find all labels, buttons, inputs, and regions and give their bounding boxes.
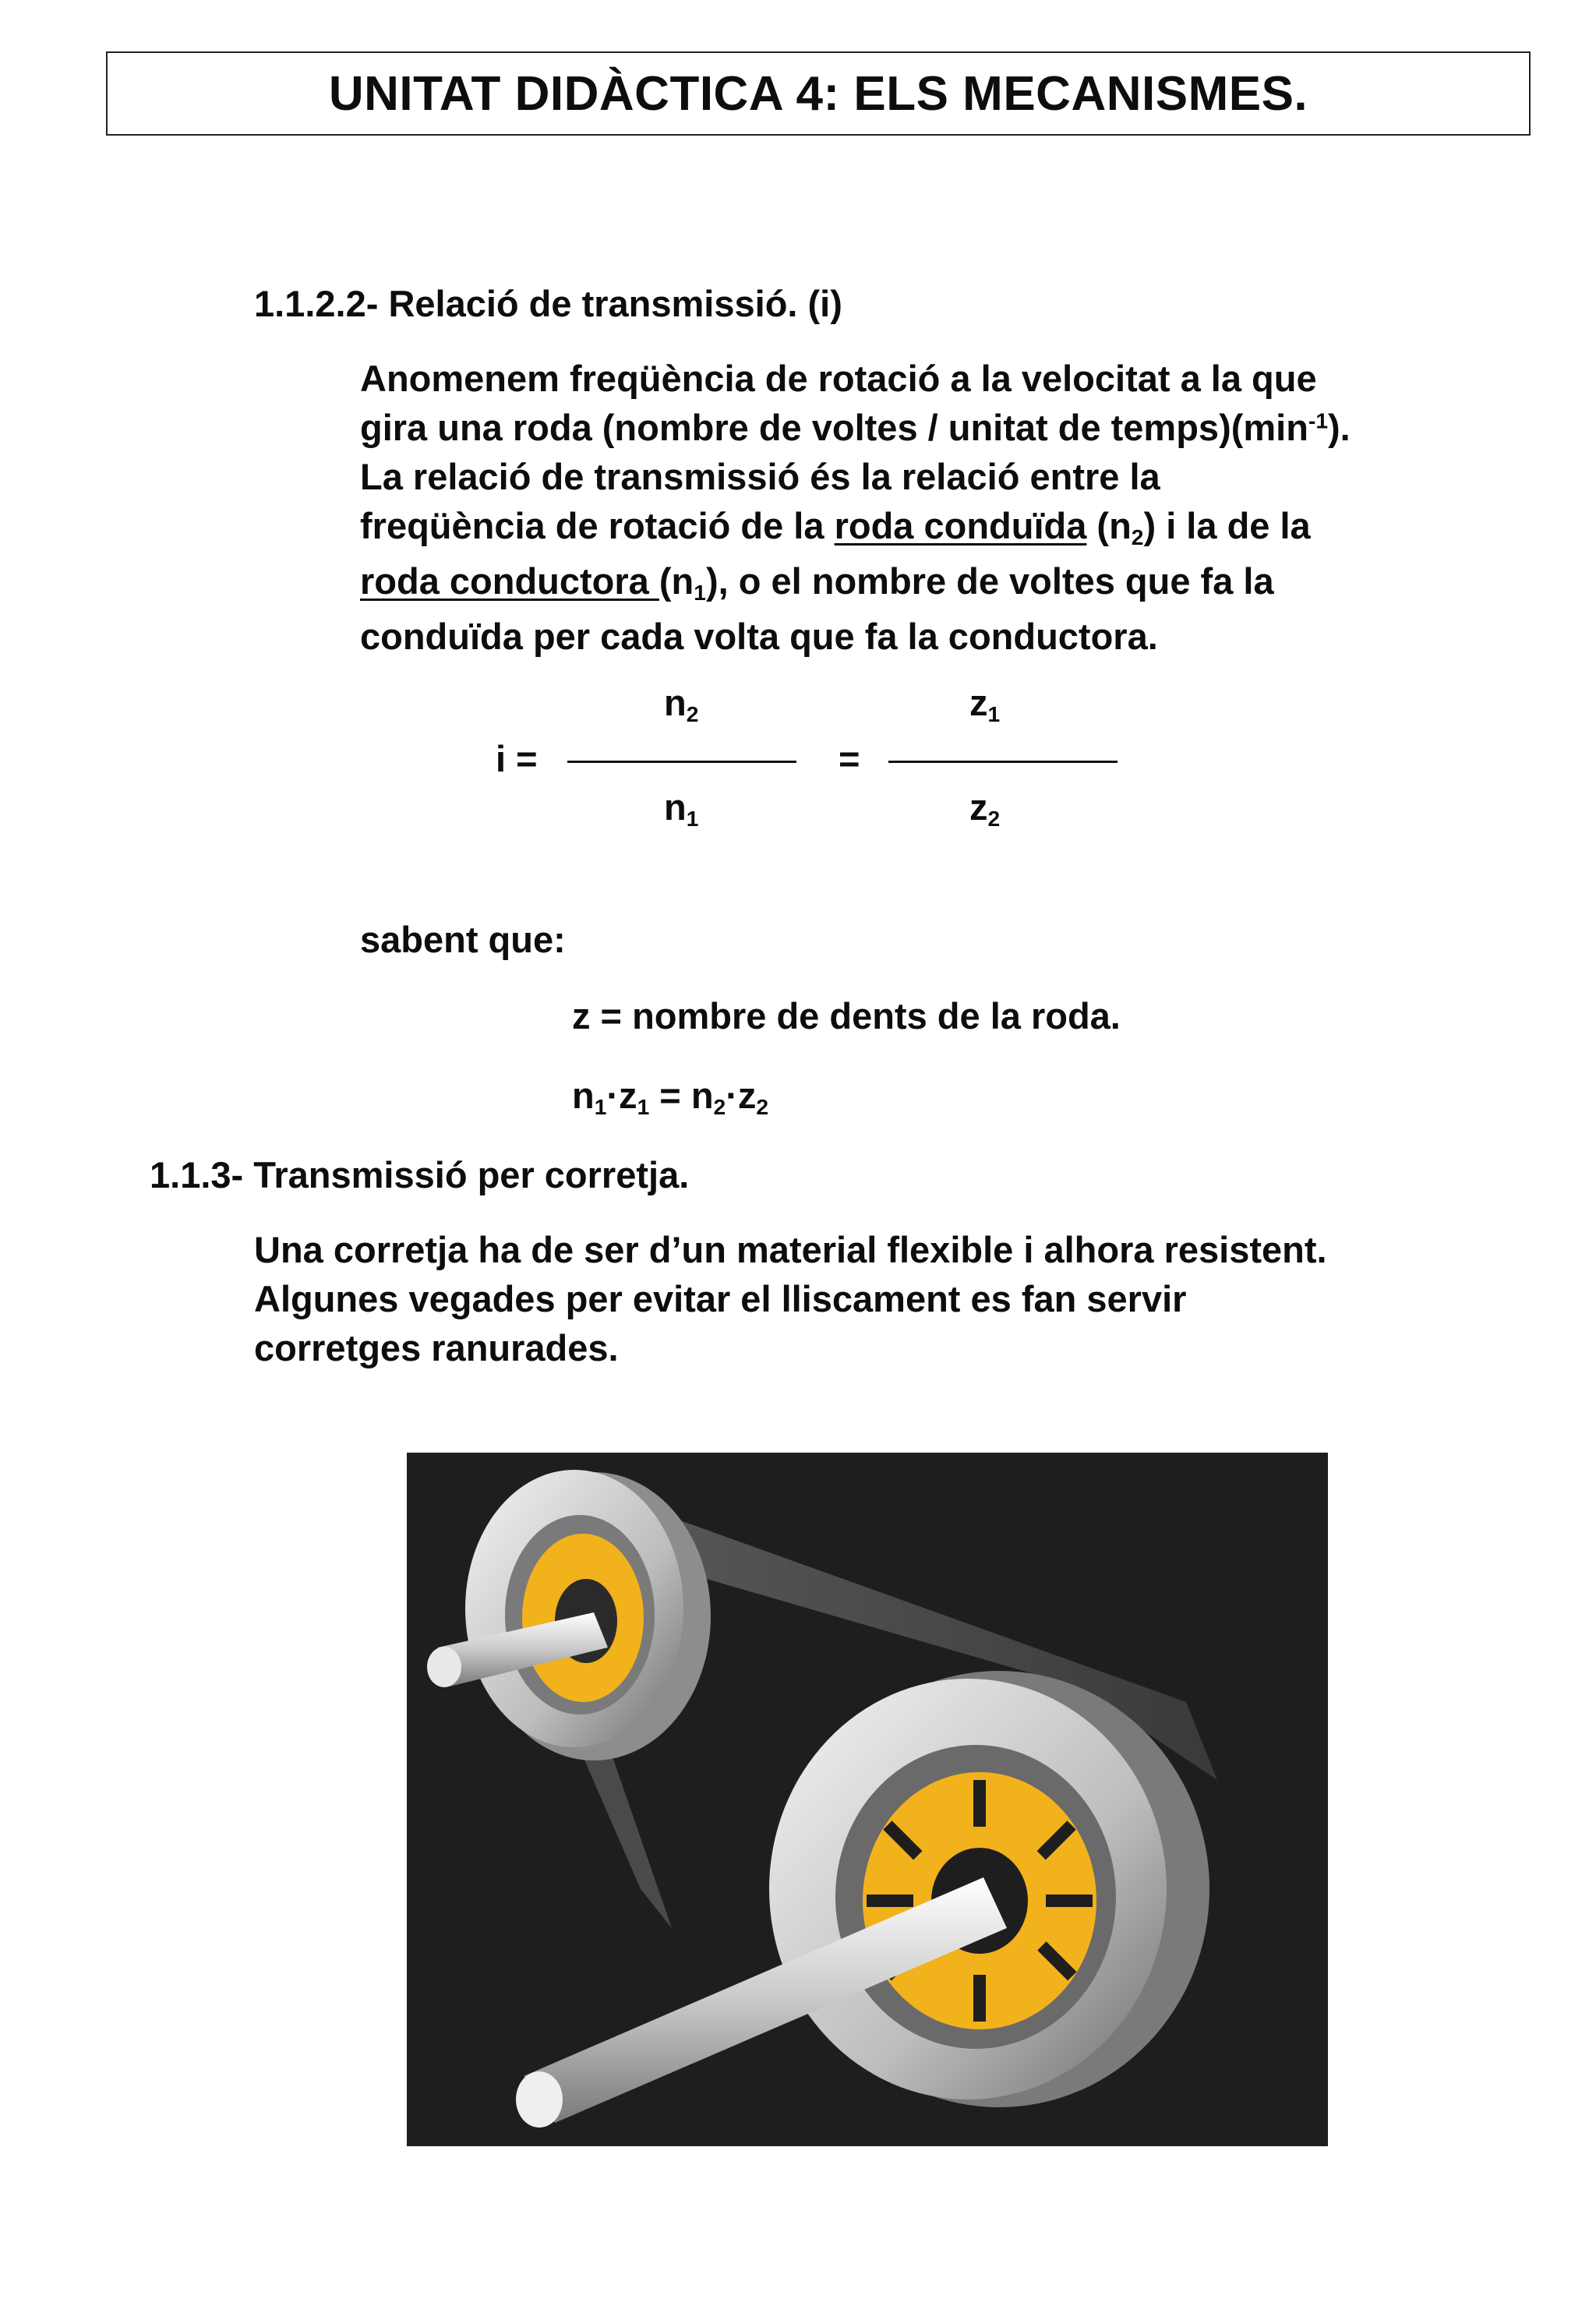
term-driven-wheel: roda conduïda [834, 505, 1087, 546]
fraction-2-numerator [969, 681, 1000, 724]
belt-paragraph [254, 1225, 1327, 1372]
small-pulley [427, 1470, 711, 1760]
text-run: (n [1086, 505, 1132, 546]
definition-z: z = nombre de dents de la roda. [572, 995, 1121, 1036]
text-run: ). [1328, 407, 1351, 448]
section-heading-belt: 1.1.3- Transmissió per corretja. [150, 1154, 690, 1195]
knowing-that-label: sabent que: [360, 919, 566, 960]
para-line-5 [360, 556, 1351, 606]
transmission-ratio-paragraph [360, 354, 1351, 661]
subscript: 1 [594, 1093, 607, 1119]
belt-line-2: Algunes vegades per evitar el lliscament es fan servir [254, 1278, 1187, 1319]
belt-line-3: corretges ranurades. [254, 1327, 619, 1368]
text-run: = n [649, 1075, 714, 1116]
para-line-3 [360, 452, 1351, 501]
text-run: n [572, 1075, 595, 1116]
fraction-2-denominator [969, 786, 1001, 831]
text-run: z [969, 786, 988, 828]
text-run: freqüència de rotació de la [360, 505, 835, 546]
fraction-1-denominator [664, 786, 699, 831]
page-title: UNITAT DIDÀCTICA 4: ELS MECANISMES. [106, 51, 1531, 136]
text-run: ) i la de la [1143, 505, 1311, 546]
para-line-2 [360, 403, 1351, 452]
text-run: conduïda per cada volta que fa la conductora. [360, 616, 1158, 657]
text-run: n [664, 682, 687, 723]
text-run: gira una roda (nombre de voltes / unitat de temps)(min [360, 407, 1308, 448]
subscript: 2 [1131, 524, 1144, 549]
text-run: (n [659, 560, 694, 602]
text-run: z [969, 682, 988, 723]
text-run: ·z [726, 1075, 757, 1116]
fraction-1-numerator [664, 681, 698, 724]
text-run: La relació de transmissió és la relació entre la [360, 456, 1160, 497]
subscript: 2 [756, 1093, 769, 1119]
belt-line-1: Una corretja ha de ser d’un material flexible i alhora resistent. [254, 1229, 1327, 1270]
subscript: 2 [713, 1093, 726, 1119]
fraction-bar-2 [888, 761, 1118, 763]
subscript: 1 [637, 1093, 650, 1119]
section-heading-transmission-ratio: 1.1.2.2- Relació de transmissió. (i) [254, 283, 842, 324]
belt-pulley-drawing [407, 1453, 1328, 2146]
subscript: 1 [987, 701, 1001, 726]
superscript: -1 [1308, 408, 1329, 433]
para-line-1 [360, 354, 1351, 403]
relation-n-z [572, 1074, 768, 1117]
text-run: Anomenem freqüència de rotació a la velocitat a la que [360, 358, 1317, 399]
text-run: ·z [606, 1075, 637, 1116]
para-line-6 [360, 612, 1351, 661]
fraction-bar-1 [567, 761, 796, 763]
subscript: 2 [686, 701, 699, 726]
belt-pulley-illustration [407, 1453, 1328, 2146]
para-line-4 [360, 501, 1351, 550]
subscript: 1 [694, 579, 706, 605]
subscript: 1 [686, 805, 699, 831]
term-driving-wheel: roda conductora [360, 560, 659, 602]
subscript: 2 [987, 805, 1001, 831]
text-run: ), o el nombre de voltes que fa la [705, 560, 1274, 602]
formula-lhs: i = [496, 738, 538, 779]
text-run: n [664, 786, 687, 828]
formula-equals: = [839, 738, 860, 779]
